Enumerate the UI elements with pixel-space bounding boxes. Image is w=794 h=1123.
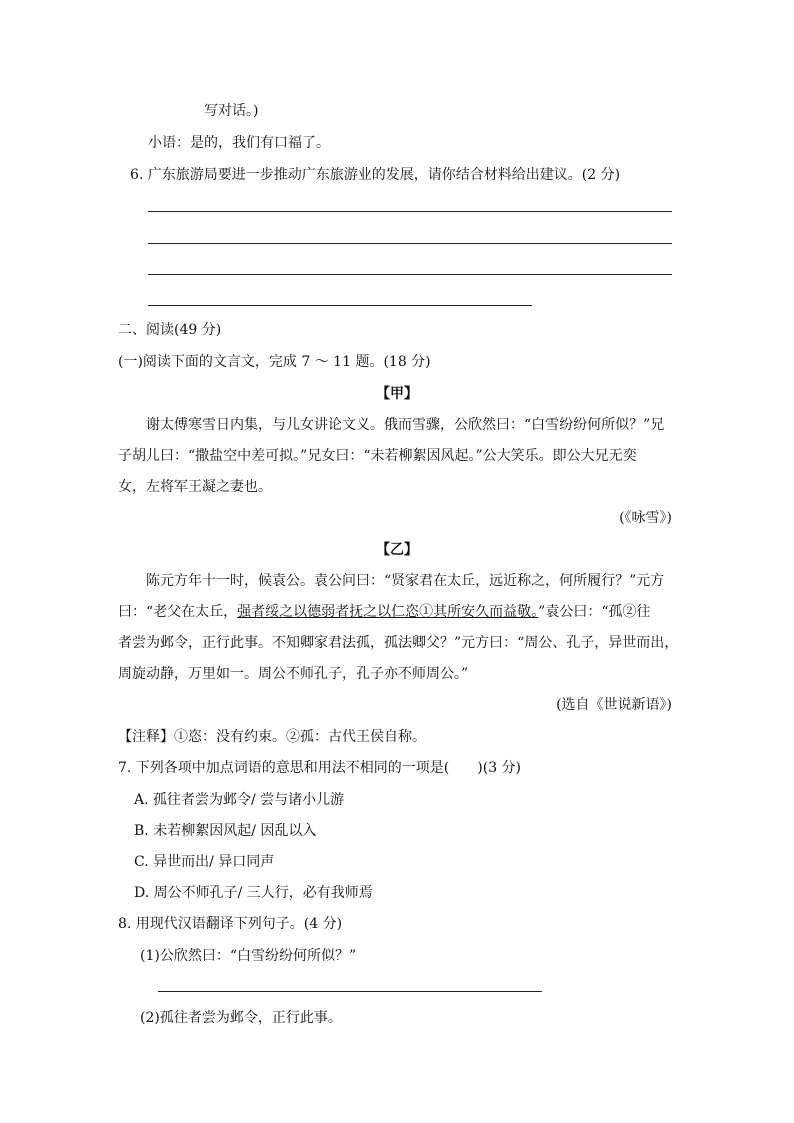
passage-yi-line: 者尝为邺令，正行此事。不知卿家君法孤，孤法卿父？”元方曰：“周公、孔子，异世而出， <box>118 635 679 651</box>
question-7: 7. 下列各项中加点词语的意思和用法不相同的一项是( )(3 分) <box>118 760 522 776</box>
passage-yi-line: 陈元方年十一时，候袁公。袁公问曰：“贤家君在太丘，远近称之，何所履行？”元方 <box>146 573 665 589</box>
underlined-sentence: 强者绥之以德弱者抚之以仁恣①其所安久而益敬。 <box>237 604 539 620</box>
section-subheading: (一)阅读下面的文言文，完成 7 ～ 11 题。(18 分) <box>118 354 431 370</box>
passage-jia-line: 谢太傅寒雪日内集，与儿女讲论文义。俄而雪骤，公欣然曰：“白雪纷纷何所似？”兄 <box>146 417 665 433</box>
answer-line <box>148 305 532 306</box>
passage-jia-line: 女，左将军王凝之妻也。 <box>118 479 272 495</box>
dialog-line: 小语：是的，我们有口福了。 <box>148 135 330 151</box>
question-7-option: D. 周公不师孔子/ 三人行，必有我师焉 <box>134 885 373 901</box>
notes: 【注释】①恣：没有约束。②孤：古代王侯自称。 <box>118 729 426 745</box>
passage-yi-title: 【乙】 <box>376 542 418 558</box>
passage-jia-title: 【甲】 <box>376 386 418 402</box>
question-8-item: (1)公欣然曰：“白雪纷纷何所似？” <box>140 948 357 964</box>
question-8-item: (2)孤往者尝为邺令，正行此事。 <box>140 1010 342 1026</box>
section-heading: 二、阅读(49 分) <box>118 322 222 338</box>
dialog-continuation: 写对话。) <box>204 103 259 119</box>
passage-jia-source: (《咏雪》) <box>619 510 672 526</box>
answer-line <box>158 991 542 992</box>
question-7-option: B. 未若柳絮因风起/ 因乱以入 <box>134 823 317 839</box>
passage-yi-text: 曰：“老父在太丘， <box>118 604 238 620</box>
passage-yi-line: 周旋动静，万里如一。周公不师孔子，孔子亦不师周公。” <box>118 666 469 682</box>
answer-line <box>148 274 672 275</box>
passage-yi-line <box>118 602 651 622</box>
passage-yi-text: ”袁公曰：“孤②往 <box>538 604 651 620</box>
answer-line <box>148 211 672 212</box>
question-7-option: C. 异世而出/ 异口同声 <box>134 854 275 870</box>
answer-line <box>148 243 672 244</box>
question-8: 8. 用现代汉语翻译下列句子。(4 分) <box>118 916 343 932</box>
passage-jia-line: 子胡儿曰：“撒盐空中差可拟。”兄女曰：“未若柳絮因风起。”公大笑乐。即公大兄无奕 <box>118 448 637 464</box>
question-6: 6. 广东旅游局要进一步推动广东旅游业的发展，请你结合材料给出建议。(2 分) <box>130 167 621 183</box>
question-7-option: A. 孤往者尝为邺令/ 尝与诸小儿游 <box>134 792 345 808</box>
passage-yi-source: (选自《世说新语》) <box>556 697 672 713</box>
